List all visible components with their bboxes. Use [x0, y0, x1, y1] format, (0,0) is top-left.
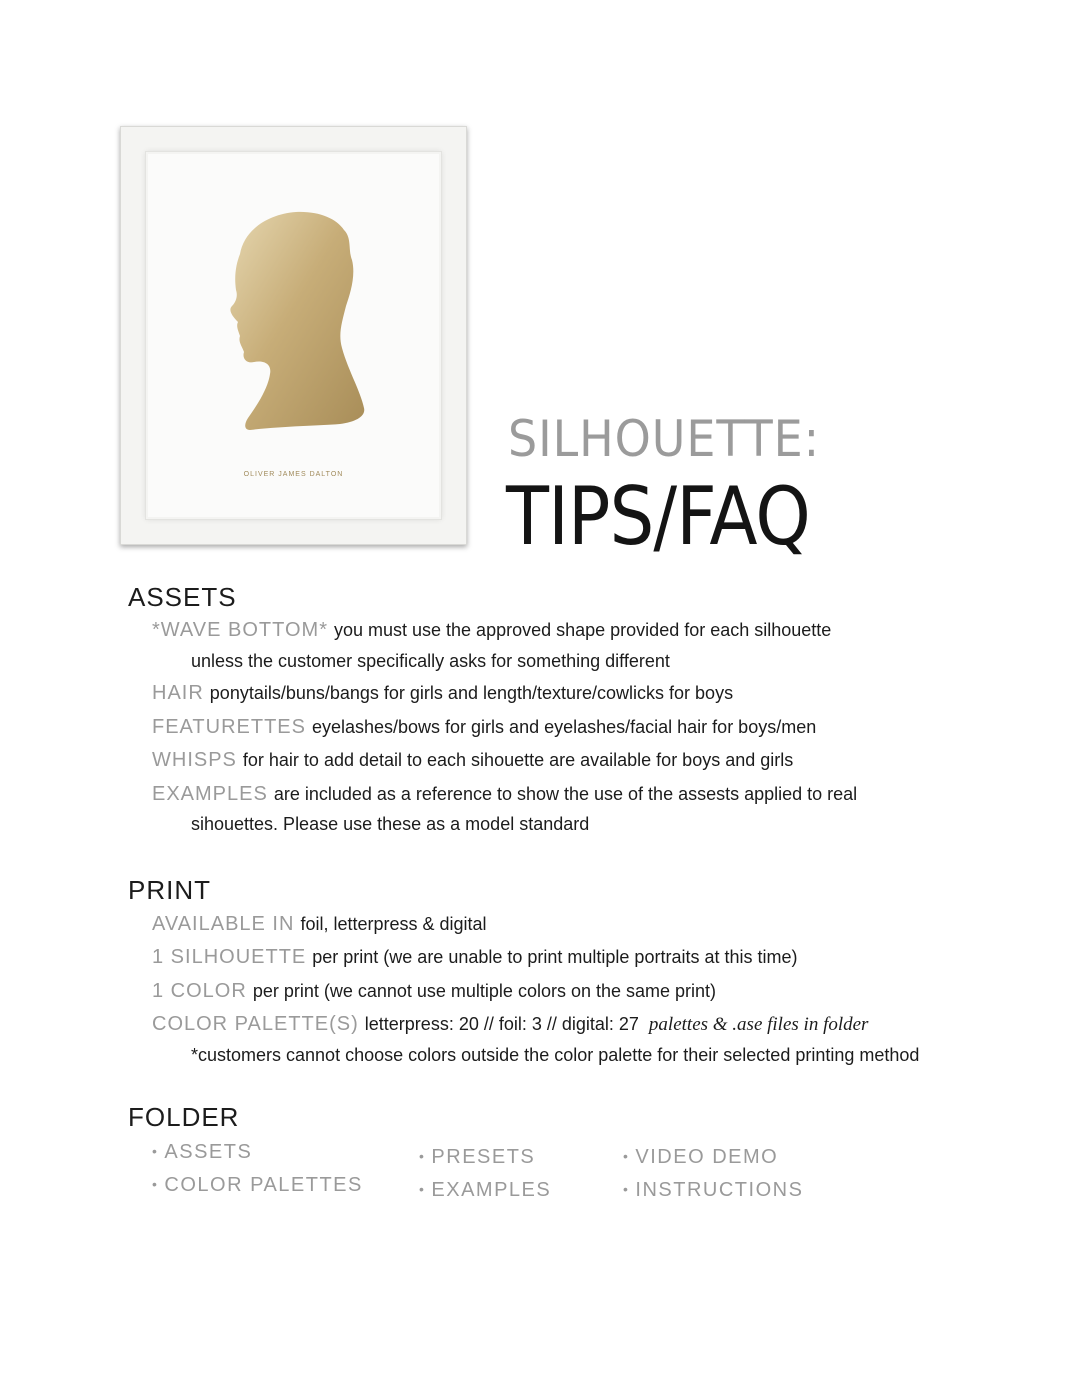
folder-item-label: PRESETS [431, 1146, 536, 1168]
silhouette-image [120, 126, 467, 545]
item-key: 1 COLOR [152, 980, 247, 1002]
item-key: HAIR [152, 682, 204, 704]
assets-item-wave-bottom [152, 619, 831, 642]
bullet-icon: • [623, 1181, 630, 1197]
folder-item-examples [419, 1179, 551, 1202]
bullet-icon: • [419, 1181, 426, 1197]
item-key: EXAMPLES [152, 783, 268, 805]
folder-item-presets [419, 1146, 535, 1169]
silhouette-head-shape [230, 212, 364, 430]
assets-item-examples-cont: sihouettes. Please use these as a model standard [191, 814, 590, 834]
folder-item-label: COLOR PALETTES [164, 1174, 363, 1196]
assets-item-hair [152, 682, 733, 705]
assets-item-featurettes [152, 716, 816, 739]
item-key: *WAVE BOTTOM* [152, 619, 328, 641]
assets-item-examples [152, 783, 857, 806]
bullet-icon: • [152, 1143, 159, 1159]
assets-heading: ASSETS [128, 582, 237, 612]
assets-item-whisps [152, 749, 793, 772]
print-name-label: OLIVER JAMES DALTON [243, 471, 344, 478]
item-text: foil, letterpress & digital [300, 914, 487, 934]
bullet-icon: • [419, 1148, 426, 1164]
folder-item-label: INSTRUCTIONS [635, 1179, 804, 1201]
print-item-color [152, 980, 716, 1003]
print-item-available-in [152, 913, 487, 936]
folder-item-instructions [623, 1179, 803, 1202]
item-text: are included as a reference to show the use of the assests applied to real [273, 784, 858, 804]
print-item-silhouette [152, 946, 797, 969]
item-text: you must use the approved shape provided for each silhouette [333, 620, 832, 640]
item-text: eyelashes/bows for girls and eyelashes/facial hair for boys/men [311, 717, 817, 737]
folder-item-assets [152, 1141, 252, 1164]
item-text: ponytails/buns/bangs for girls and length/texture/cowlicks for boys [209, 683, 734, 703]
assets-item-wave-bottom-cont: unless the customer specifically asks for something different [191, 651, 670, 671]
item-note: palettes & .ase files in folder [648, 1014, 869, 1035]
item-key: 1 SILHOUETTE [152, 946, 307, 968]
title-line-1: SILHOUETTE: [508, 410, 820, 468]
folder-heading: FOLDER [128, 1102, 240, 1132]
item-text: per print (we cannot use multiple colors on the same print) [252, 981, 717, 1001]
bullet-icon: • [623, 1148, 630, 1164]
framed-silhouette-print [120, 126, 467, 545]
item-key: WHISPS [152, 749, 237, 771]
item-text: letterpress: 20 // foil: 3 // digital: 27 [364, 1014, 639, 1034]
folder-item-label: VIDEO DEMO [635, 1146, 779, 1168]
page-title: TIPS/FAQ [506, 470, 810, 563]
folder-item-video-demo [623, 1146, 778, 1169]
folder-item-label: EXAMPLES [431, 1179, 552, 1201]
item-key: AVAILABLE IN [152, 913, 295, 935]
print-item-color-palettes [152, 1013, 868, 1036]
folder-item-label: ASSETS [164, 1141, 253, 1163]
item-text: per print (we are unable to print multiple portraits at this time) [312, 947, 798, 967]
print-item-color-palettes-cont: *customers cannot choose colors outside the color palette for their selected printing method [191, 1045, 920, 1065]
bullet-icon: • [152, 1176, 159, 1192]
folder-item-color-palettes [152, 1174, 363, 1197]
item-key: FEATURETTES [152, 716, 306, 738]
item-text: for hair to add detail to each sihouette are available for boys and girls [242, 750, 794, 770]
print-heading: PRINT [128, 875, 211, 905]
item-key: COLOR PALETTE(S) [152, 1013, 359, 1035]
